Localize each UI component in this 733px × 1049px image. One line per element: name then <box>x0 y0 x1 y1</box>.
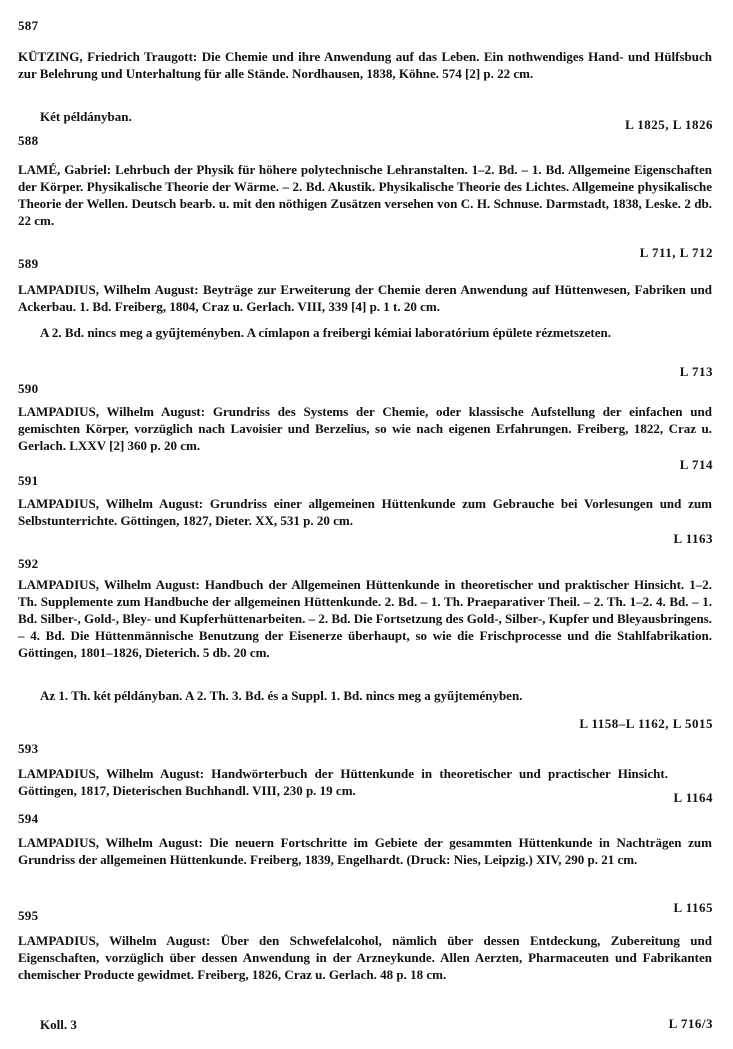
entry-signature: L 716/3 <box>668 1016 713 1031</box>
entry-note: Két példányban. <box>40 109 132 124</box>
entry-number: 588 <box>18 133 39 148</box>
entry-note: Az 1. Th. két példányban. A 2. Th. 3. Bd. és a Suppl. 1. Bd. nincs meg a gyűjteményben. <box>40 688 523 703</box>
entry-text: LAMPADIUS, Wilhelm August: Über den Schwefelalcohol, nämlich über dessen Entdeckung, Zubereitung und Eigenschaften, vorzüglich über dessen Anwendung in der Arzneykunde. Allen Aerzten, Pharmaceuten und Fabrikanten chemischer Producte gewidmet. Freiberg, 1826, Craz u. Gerlach. 48 p. 18 cm. <box>18 933 712 982</box>
entry-text: LAMPADIUS, Wilhelm August: Grundriss des Systems der Chemie, oder klassische Aufstellung der einfachen und gemischten Körper, vorzüglich nach Lavoisier und Berzelius, so wie nach eigenen Erfahrungen. Freiberg, 1822, Craz u. Gerlach. LXXV [2] 360 p. 20 cm. <box>18 404 712 453</box>
entry-text: LAMPADIUS, Wilhelm August: Handbuch der Allgemeinen Hüttenkunde in theoretischer und praktischer Hinsicht. 1–2. Th. Supplemente zum Handbuche der allgemeinen Hüttenkunde. 2. Bd. – 1. Th. Praeparativer Theil. – 2. Th. 1–2. 4. Bd. – 1. Bd. Silber-, Gold-, Bley- und Kupferhüttenarbeiten. – 2. Bd. Die Fortsetzung des Gold-, Silber-, Kupfer und Bleyausbringens. – 4. Bd. Die Hüttenmännische Benutzung der Eisenerze überhaupt, so wie die Frischprocesse und die Stahlfabrikation. Göttingen, 1801–1826, Dieterich. 5 db. 20 cm. <box>18 577 712 660</box>
entry-number: 595 <box>18 908 39 923</box>
entry-text: LAMÉ, Gabriel: Lehrbuch der Physik für höhere polytechnische Lehranstalten. 1–2. Bd. – 1. Bd. Allgemeine Eigenschaften der Körper. Physikalische Theorie der Wärme. – 2. Bd. Akustik. Physikalische Theorie des Lichtes. Allgemeine physikalische Theorie der Wellen. Deutsch bearb. u. mit den nöthigen Zusätzen versehen von C. H. Schnuse. Darmstadt, 1838, Leske. 2 db. 22 cm. <box>18 162 712 228</box>
entry-number: 593 <box>18 741 39 756</box>
entry-note: A 2. Bd. nincs meg a gyűjteményben. A címlapon a freibergi kémiai laboratórium épülete rézmetszeten. <box>40 325 611 340</box>
entry-number: 590 <box>18 381 39 396</box>
entry-signature: L 1158–L 1162, L 5015 <box>579 716 713 731</box>
entry-signature: L 1163 <box>673 531 713 546</box>
entry-note: Koll. 3 <box>40 1017 77 1032</box>
entry-text: LAMPADIUS, Wilhelm August: Beyträge zur Erweiterung der Chemie deren Anwendung auf Hüttenwesen, Fabriken und Ackerbau. 1. Bd. Freiberg, 1804, Craz u. Gerlach. VIII, 339 [4] p. 1 t. 20 cm. <box>18 282 712 314</box>
entry-signature: L 713 <box>679 364 713 379</box>
entry-signature: L 1164 <box>673 790 713 805</box>
entry-number: 589 <box>18 256 39 271</box>
entry-number: 591 <box>18 473 39 488</box>
entry-text: LAMPADIUS, Wilhelm August: Grundriss einer allgemeinen Hüttenkunde zum Gebrauche bei Vorlesungen und zum Selbstunterrichte. Göttingen, 1827, Dieter. XX, 531 p. 20 cm. <box>18 496 712 528</box>
entry-text: LAMPADIUS, Wilhelm August: Die neuern Fortschritte im Gebiete der gesammten Hüttenkunde in Nachträgen zum Grundriss der allgemeinen Hüttenkunde. Freiberg, 1839, Engelhardt. (Druck: Nies, Leipzig.) XIV, 290 p. 21 cm. <box>18 835 712 867</box>
entry-number: 587 <box>18 18 39 33</box>
entry-signature: L 1825, L 1826 <box>625 117 713 132</box>
entry-signature: L 711, L 712 <box>639 245 713 260</box>
entry-signature: L 1165 <box>673 900 713 915</box>
entry-text: KÜTZING, Friedrich Traugott: Die Chemie und ihre Anwendung auf das Leben. Ein nothwendiges Hand- und Hülfsbuch zur Belehrung und Unterhaltung für alle Stände. Nordhausen, 1838, Köhne. 574 [2] p. 22 cm. <box>18 49 712 81</box>
entry-signature: L 714 <box>679 457 713 472</box>
entry-text: LAMPADIUS, Wilhelm August: Handwörterbuch der Hüttenkunde in theoretischer und practischer Hinsicht. Göttingen, 1817, Dieterischen Buchhandl. VIII, 230 p. 19 cm. <box>18 766 668 798</box>
entry-number: 594 <box>18 811 39 826</box>
entry-number: 592 <box>18 556 39 571</box>
